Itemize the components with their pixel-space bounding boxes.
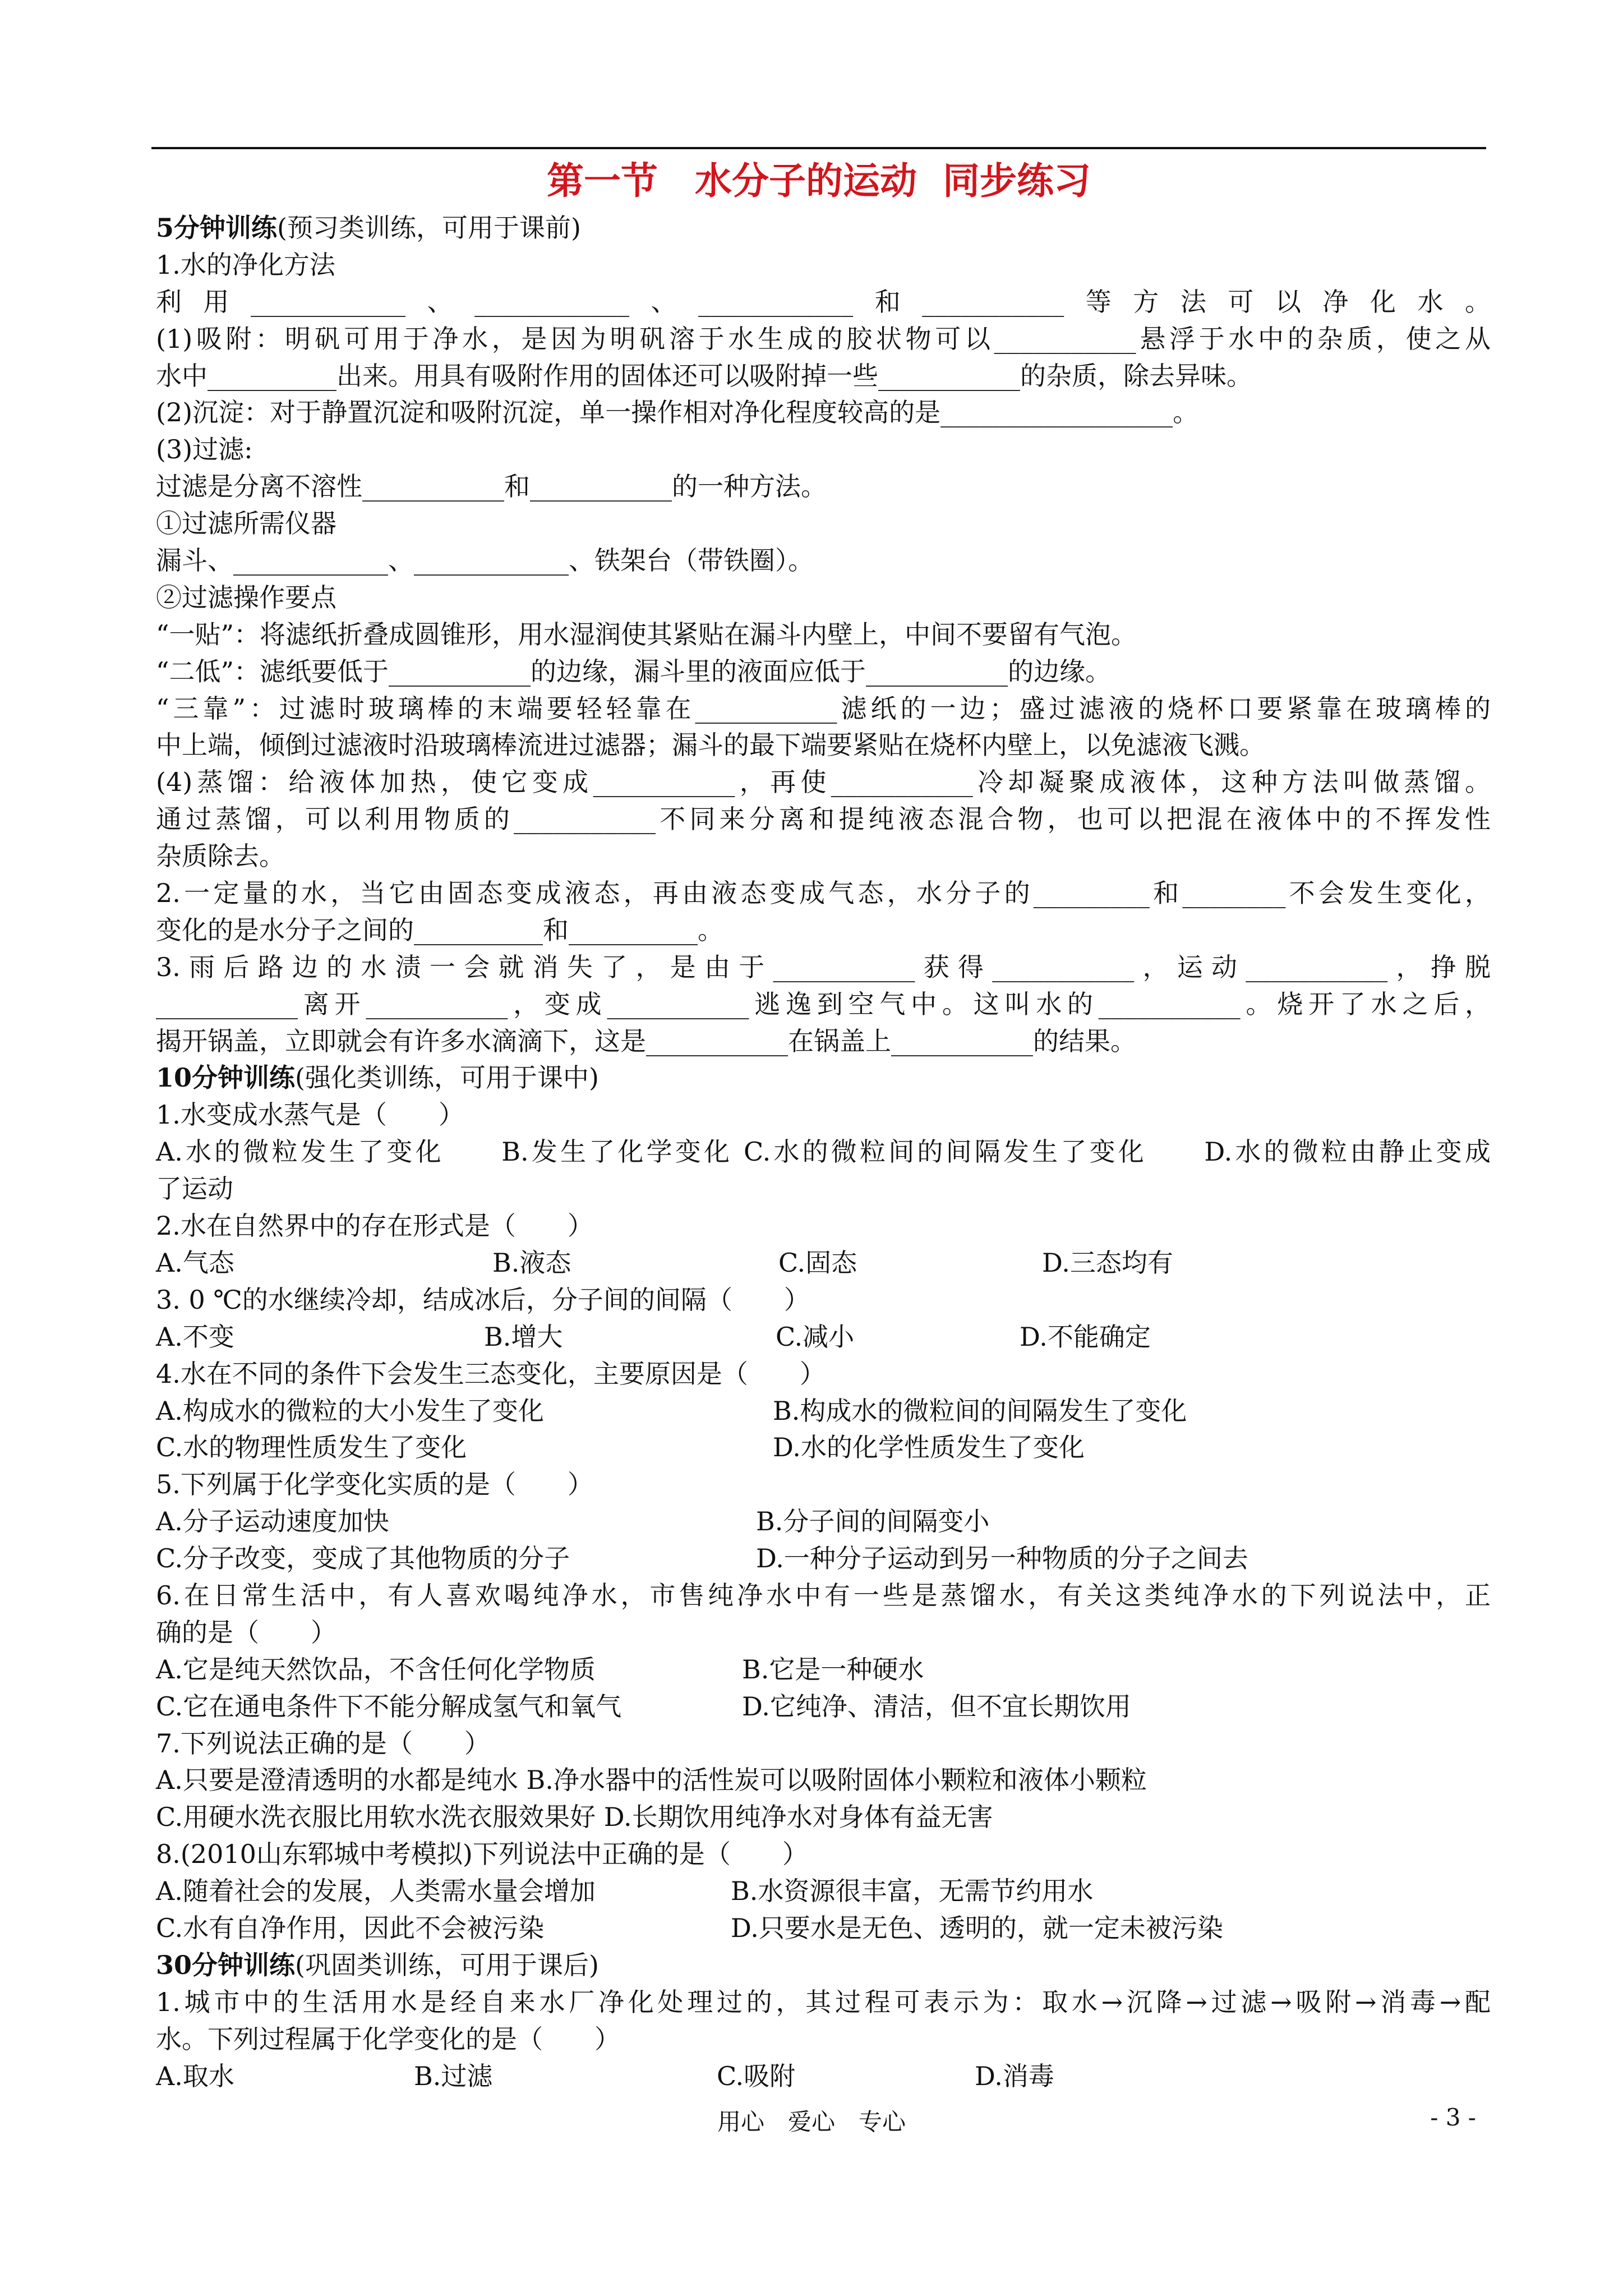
question-stem: 1.水变成水蒸气是（ ） <box>156 1099 464 1130</box>
question-options <box>156 1503 1491 1540</box>
option: A.构成水的微粒的大小发生了变化 <box>156 1395 544 1426</box>
option: A.不变 <box>156 1321 234 1352</box>
section-heading-30min: 30分钟训练(巩固类训练，可用于课后) <box>156 1949 599 1980</box>
question-options <box>156 1688 1491 1726</box>
option: A.取水 <box>156 2060 234 2091</box>
text-line: ①过滤所需仪器 <box>156 508 336 539</box>
question-stem: 7.下列说法正确的是（ ） <box>156 1728 490 1759</box>
option: B.过滤 <box>414 2060 493 2091</box>
header-rule <box>151 147 1486 149</box>
text-line: 水中__________出来。用具有吸附作用的固体还可以吸附掉一些___________的杂质，除去异味。 <box>156 360 1252 391</box>
option: B.水资源很丰富，无需节约用水 <box>731 1876 1094 1907</box>
question-stem: 1.城市中的生活用水是经自来水厂净化处理过的，其过程可表示为：取水→沉降→过滤→吸附→消毒→配 <box>156 1986 1491 2017</box>
text-line: 1.水的净化方法 <box>156 249 335 280</box>
question-options <box>156 1910 1491 1947</box>
option: D.消毒 <box>975 2060 1054 2091</box>
text-line: “三靠”：过滤时玻璃棒的末端要轻轻靠在___________滤纸的一边；盛过滤液的烧杯口要紧靠在玻璃棒的 <box>156 693 1491 724</box>
question-options <box>156 1429 1491 1466</box>
option: B.它是一种硬水 <box>742 1654 924 1685</box>
text-line: “一贴”：将滤纸折叠成圆锥形，用水湿润使其紧贴在漏斗内壁上，中间不要留有气泡。 <box>156 619 1137 650</box>
section-heading-10min: 10分钟训练(强化类训练，可用于课中) <box>156 1062 599 1093</box>
option: C.固态 <box>778 1247 857 1278</box>
question-stem: 2.水在自然界中的存在形式是（ ） <box>156 1211 593 1241</box>
option: A.分子运动速度加快 <box>156 1506 389 1537</box>
option: A.随着社会的发展，人类需水量会增加 <box>156 1876 596 1907</box>
text-line: (1)吸附：明矾可用于净水，是因为明矾溶于水生成的胶状物可以___________悬浮于水中的杂质，使之从 <box>156 323 1491 354</box>
question-options <box>156 1540 1491 1577</box>
option: C.它在通电条件下不能分解成氢气和氧气 <box>156 1691 622 1722</box>
question-stem: 5.下列属于化学变化实质的是（ ） <box>156 1469 593 1500</box>
option: B.液态 <box>492 1247 571 1278</box>
text-line: 过滤是分离不溶性___________和___________的一种方法。 <box>156 471 827 502</box>
text-line: 3.雨后路边的水渍一会就消失了，是由于___________获得___________，运动___________，挣脱 <box>156 951 1491 982</box>
question-options: A.水的微粒发生了变化 B.发生了化学变化 C.水的微粒间的间隔发生了变化 D.水的微粒由静止变成 <box>156 1137 1491 1167</box>
option: A.气态 <box>156 1247 234 1278</box>
option: C.水的物理性质发生了变化 <box>156 1432 467 1463</box>
page-content <box>156 210 1491 2095</box>
question-stem: 水。下列过程属于化学变化的是（ ） <box>156 2023 620 2054</box>
question-options: A.只要是澄清透明的水都是纯水 B.净水器中的活性炭可以吸附固体小颗粒和液体小颗粒 <box>156 1765 1147 1796</box>
option: B.构成水的微粒间的间隔发生了变化 <box>773 1395 1187 1426</box>
text-line: 中上端，倾倒过滤液时沿玻璃棒流进过滤器；漏斗的最下端要紧贴在烧杯内壁上，以免滤液飞溅。 <box>156 730 1265 761</box>
option: D.三态均有 <box>1042 1247 1173 1278</box>
option: C.减小 <box>776 1321 855 1352</box>
question-stem: 3. 0 ℃的水继续冷却，结成冰后，分子间的间隔（ ） <box>156 1284 810 1315</box>
option: D.水的化学性质发生了变化 <box>773 1432 1085 1463</box>
question-options <box>156 1651 1491 1688</box>
text-line: ___________离开___________，变成___________逃逸到空气中。这叫水的___________。烧开了水之后， <box>156 988 1491 1019</box>
option: D.它纯净、清洁，但不宜长期饮用 <box>742 1691 1131 1722</box>
question-stem: 6.在日常生活中，有人喜欢喝纯净水，市售纯净水中有一些是蒸馏水，有关这类纯净水的下列说法中，正 <box>156 1580 1491 1611</box>
option: D.只要水是无色、透明的，就一定未被污染 <box>731 1912 1223 1943</box>
text-line: (2)沉淀：对于静置沉淀和吸附沉淀，单一操作相对净化程度较高的是__________________。 <box>156 397 1199 428</box>
page-title: 第一节 水分子的运动 同步练习 <box>547 159 1091 203</box>
option: C.分子改变，变成了其他物质的分子 <box>156 1543 570 1574</box>
option: C.水有自净作用，因此不会被污染 <box>156 1912 545 1943</box>
text-line: “二低”：滤纸要低于___________的边缘，漏斗里的液面应低于___________的边缘。 <box>156 656 1112 687</box>
text-line: (3)过滤: <box>156 434 253 465</box>
question-stem: 确的是（ ） <box>156 1617 336 1648</box>
option: D.一种分子运动到另一种物质的分子之间去 <box>756 1543 1248 1574</box>
question-options <box>156 1245 1491 1282</box>
option: A.它是纯天然饮品，不含任何化学物质 <box>156 1654 596 1685</box>
question-options <box>156 1873 1491 1910</box>
page-number: - 3 - <box>1430 2104 1476 2131</box>
option: B.分子间的间隔变小 <box>756 1506 990 1537</box>
question-stem: 8.(2010山东郓城中考模拟)下列说法中正确的是（ ） <box>156 1839 808 1870</box>
text-line: ②过滤操作要点 <box>156 582 336 613</box>
text-line: 杂质除去。 <box>156 841 285 872</box>
question-options <box>156 2058 1491 2095</box>
text-line: 变化的是水分子之间的__________和__________。 <box>156 914 723 945</box>
text-line: 通过蒸馏，可以利用物质的___________不同来分离和提纯液态混合物，也可以把混在液体中的不挥发性 <box>156 804 1491 835</box>
option: D.不能确定 <box>1020 1321 1151 1352</box>
section-heading-5min: 5分钟训练(预习类训练，可用于课前) <box>156 213 581 243</box>
option: B.增大 <box>484 1321 563 1352</box>
footer-motto: 用心 爱心 专心 <box>717 2108 906 2136</box>
text-line: 漏斗、____________、____________、铁架台（带铁圈）。 <box>156 545 814 576</box>
text-line: 揭开锅盖，立即就会有许多水滴滴下，这是___________在锅盖上___________的结果。 <box>156 1025 1136 1056</box>
text-line: 2.一定量的水，当它由固态变成液态，再由液态变成气态，水分子的_________和________不会发生变化， <box>156 878 1491 909</box>
option: C.吸附 <box>717 2060 796 2091</box>
question-options <box>156 1393 1491 1430</box>
question-options: 了运动 <box>156 1174 233 1204</box>
text-line: 利用____________、____________、____________和___________等方法可以净化水。 <box>156 286 1491 317</box>
question-stem: 4.水在不同的条件下会发生三态变化，主要原因是（ ） <box>156 1358 826 1389</box>
question-options: C.用硬水洗衣服比用软水洗衣服效果好 D.长期饮用纯净水对身体有益无害 <box>156 1802 993 1833</box>
question-options <box>156 1319 1491 1356</box>
text-line: (4)蒸馏：给液体加热，使它变成___________，再使___________冷却凝聚成液体，这种方法叫做蒸馏。 <box>156 767 1491 798</box>
